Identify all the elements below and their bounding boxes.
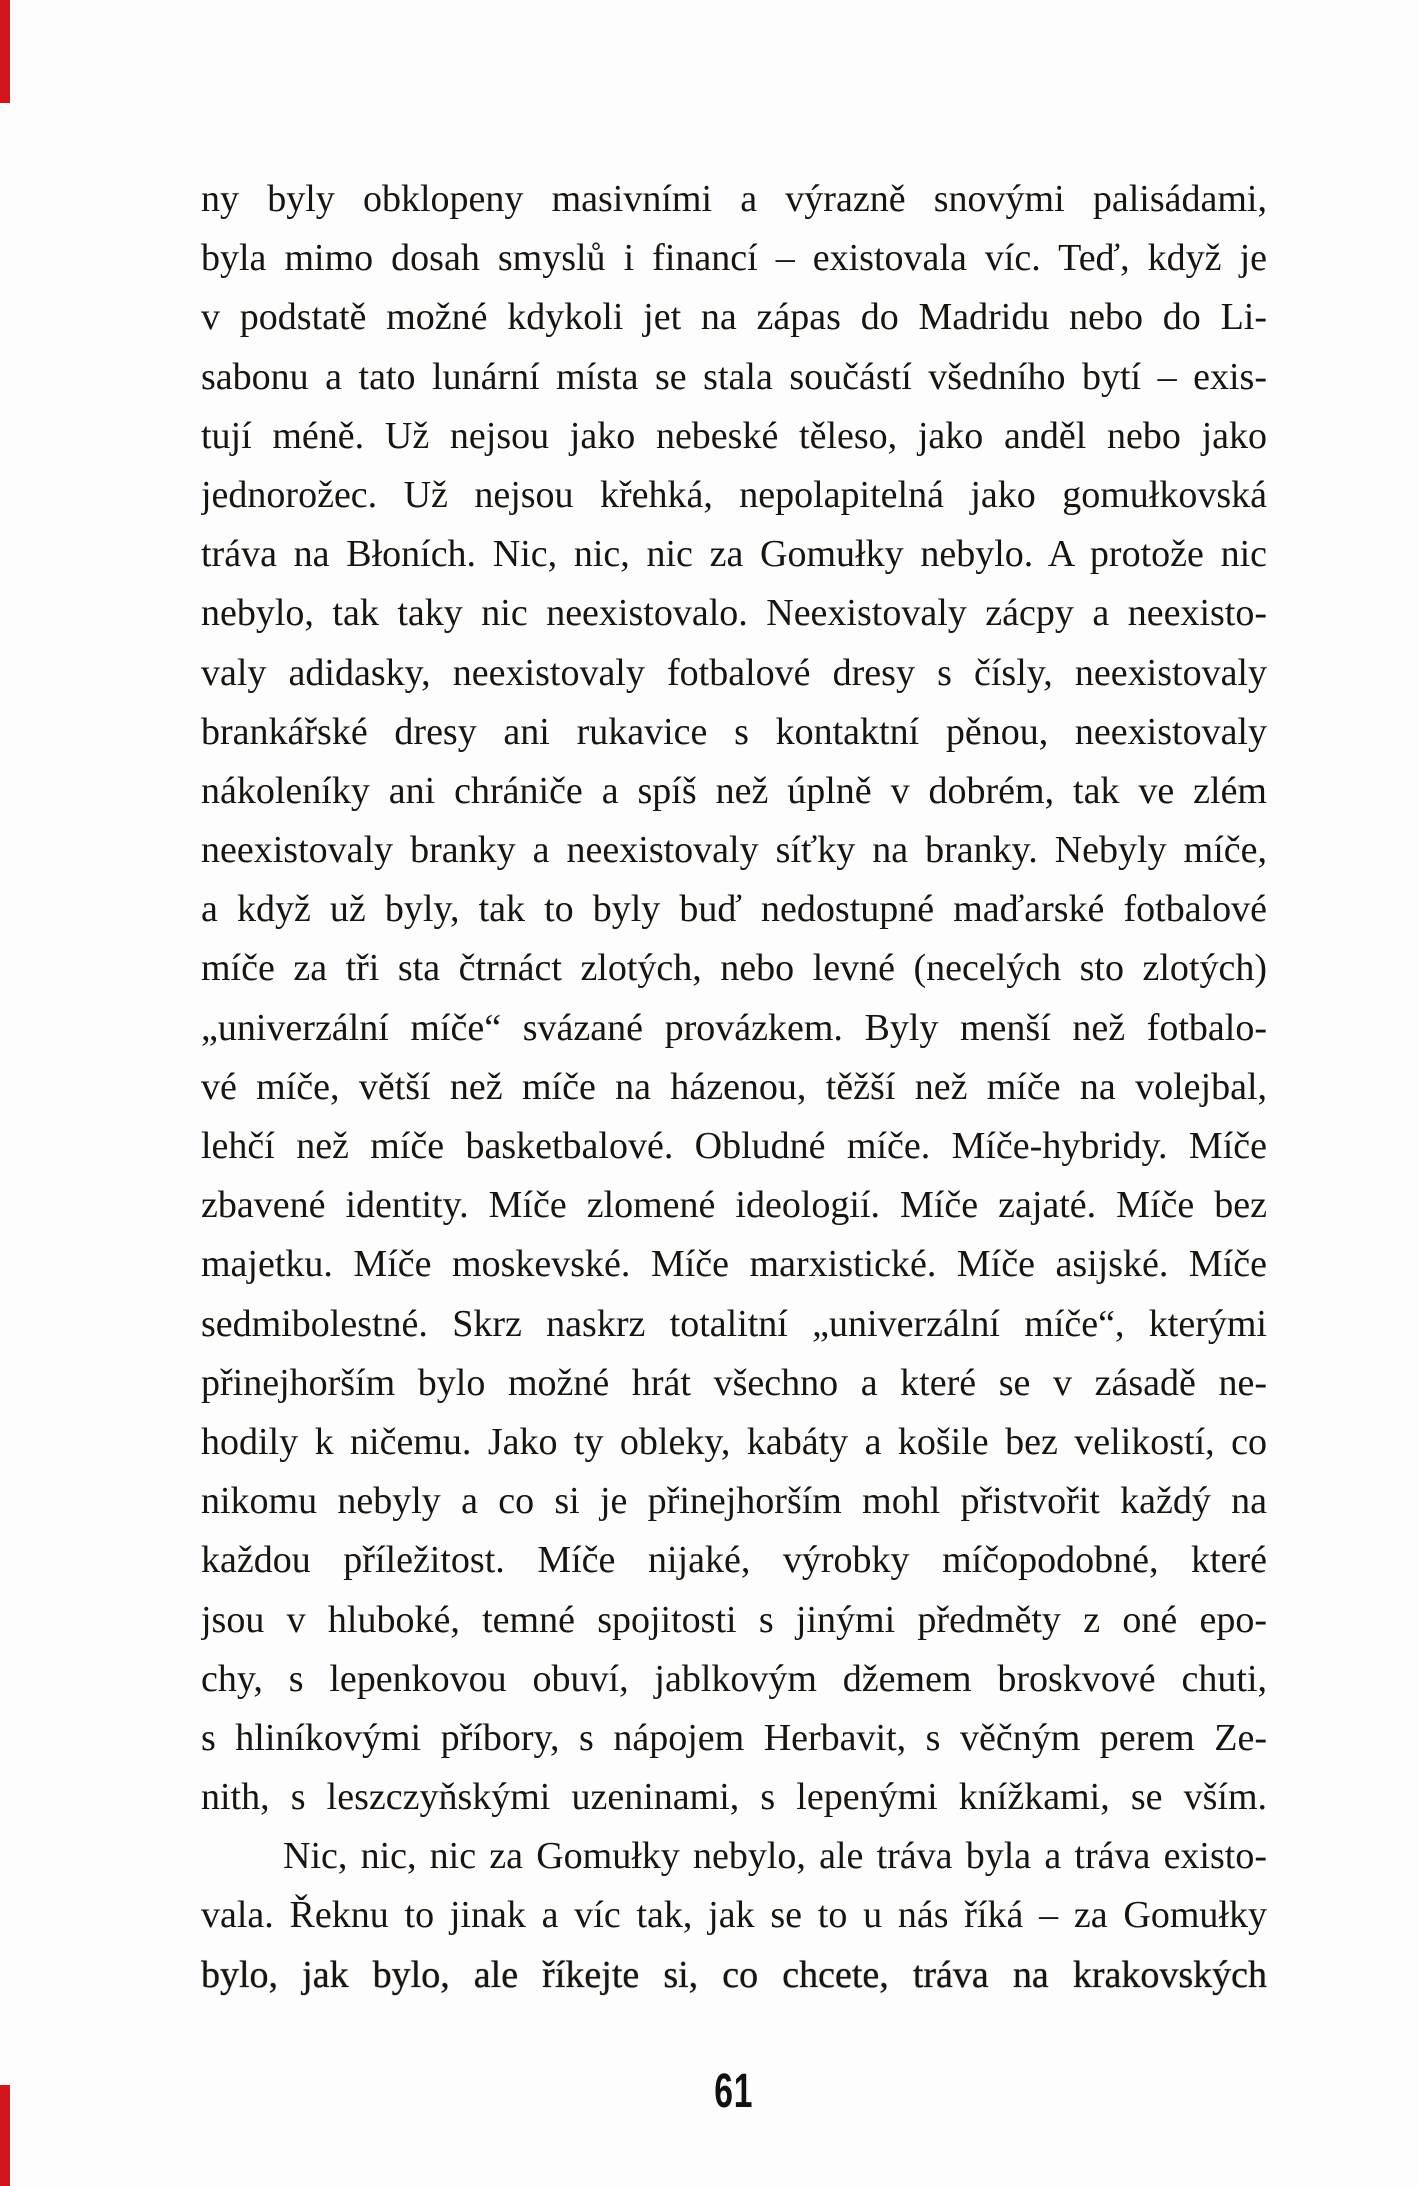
text-line: neexistovaly branky a neexistovaly síťky na branky. Nebyly míče, (201, 829, 1267, 872)
text-line: nikomu nebyly a co si je přinejhorším mohl přistvořit každý na (201, 1480, 1267, 1523)
text-line: brankářské dresy ani rukavice s kontaktní pěnou, neexistovaly (201, 710, 1267, 753)
text-line: lehčí než míče basketbalové. Obludné míče. Míče-hybridy. Míče (201, 1125, 1267, 1167)
text-line: jednorožec. Už nejsou křehká, nepolapitelná jako gomułkovská (201, 473, 1267, 516)
text-line: chy, s lepenkovou obuví, jablkovým džemem broskvové chuti, (201, 1657, 1267, 1700)
text-line: jsou v hluboké, temné spojitosti s jinými předměty z oné epo- (201, 1598, 1267, 1641)
text-line: hodily k ničemu. Jako ty obleky, kabáty a košile bez velikostí, co (201, 1420, 1267, 1463)
text-line: tráva na Błoních. Nic, nic, nic za Gomułky nebylo. A protože nic (201, 533, 1267, 576)
text-line: přinejhorším bylo možné hrát všechno a které se v zásadě ne- (201, 1361, 1267, 1404)
text-line-paragraph-start: Nic, nic, nic za Gomułky nebylo, ale tráva byla a tráva existo- (283, 1835, 1267, 1878)
body-text (201, 170, 1267, 2005)
text-line: nákoleníky ani chrániče a spíš než úplně v dobrém, tak ve zlém (201, 769, 1267, 812)
text-line: a když už byly, tak to byly buď nedostupné maďarské fotbalové (201, 888, 1267, 931)
text-line: sedmibolestné. Skrz naskrz totalitní „univerzální míče“, kterými (201, 1302, 1267, 1345)
text-line: vé míče, větší než míče na házenou, těžší než míče na volejbal, (201, 1065, 1267, 1108)
text-line: nith, s leszczyňskými uzeninami, s lepenými knížkami, se vším. (201, 1776, 1267, 1819)
red-page-edge-mark-bottom (0, 2085, 10, 2186)
text-line: valy adidasky, neexistovaly fotbalové dresy s čísly, neexistovaly (201, 651, 1267, 694)
text-line: s hliníkovými příbory, s nápojem Herbavit, s věčným perem Ze- (201, 1716, 1267, 1759)
text-line: zbavené identity. Míče zlomené ideologií. Míče zajaté. Míče bez (201, 1184, 1267, 1227)
text-line: míče za tři sta čtrnáct zlotých, nebo levné (necelých sto zlotých) (201, 947, 1267, 990)
text-line: byla mimo dosah smyslů i financí – existovala víc. Teď, když je (201, 237, 1267, 280)
text-line: v podstatě možné kdykoli jet na zápas do Madridu nebo do Li- (201, 296, 1267, 339)
text-line: „univerzální míče“ svázané provázkem. Byly menší než fotbalo- (201, 1006, 1267, 1049)
page-number-container (201, 2065, 1267, 2118)
text-line: každou příležitost. Míče nijaké, výrobky míčopodobné, které (201, 1539, 1267, 1582)
red-page-edge-mark-top (0, 0, 10, 103)
text-line: vala. Řeknu to jinak a víc tak, jak se to u nás říká – za Gomułky (201, 1894, 1267, 1937)
text-line: majetku. Míče moskevské. Míče marxistické. Míče asijské. Míče (201, 1243, 1267, 1286)
text-line: sabonu a tato lunární místa se stala součástí všedního bytí – exis- (201, 355, 1267, 398)
text-line: nebylo, tak taky nic neexistovalo. Neexistovaly zácpy a neexisto- (201, 592, 1267, 635)
text-line: tují méně. Už nejsou jako nebeské těleso, jako anděl nebo jako (201, 414, 1267, 457)
text-line: bylo, jak bylo, ale říkejte si, co chcete, tráva na krakovských (201, 1953, 1267, 1996)
page-number: 61 (714, 2065, 754, 2118)
text-line: ny byly obklopeny masivními a výrazně snovými palisádami, (201, 178, 1267, 220)
